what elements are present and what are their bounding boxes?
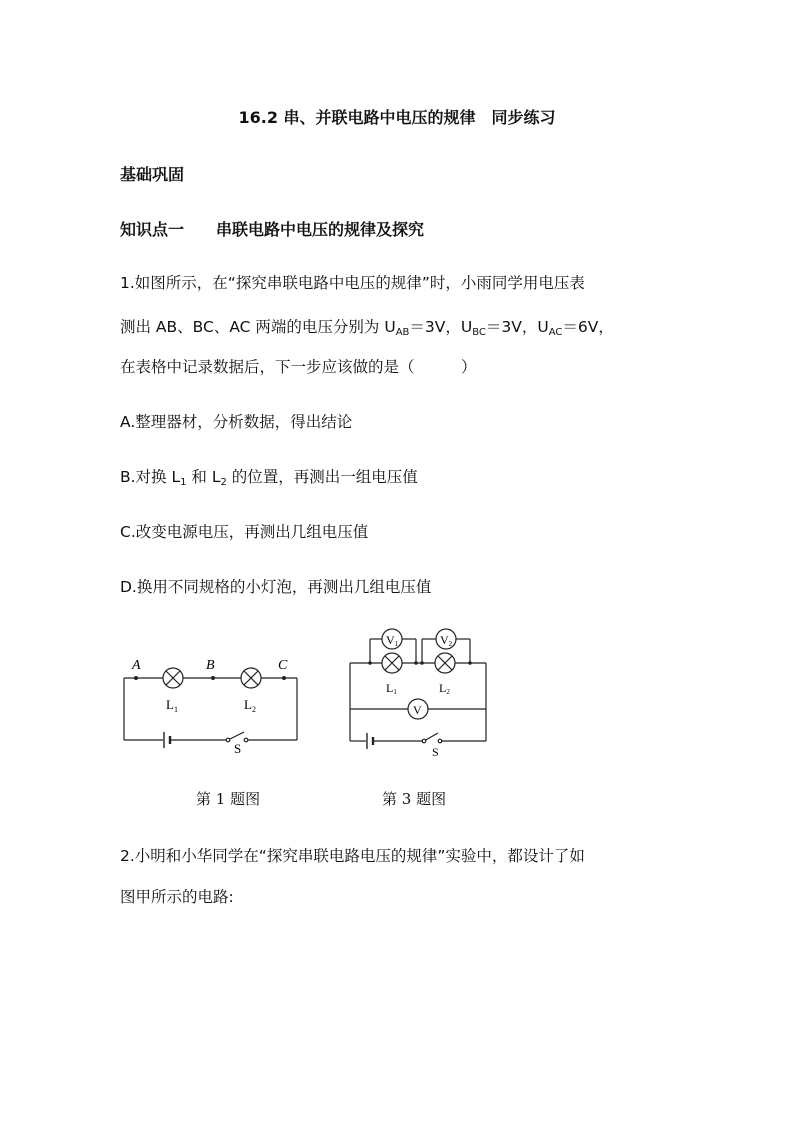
fig3-lamp1-sub: 1 [393,688,397,696]
battery-icon [164,732,170,748]
fig1-lamp2-sub: 2 [251,705,256,714]
fig3-lamp2-sub: 2 [446,688,450,696]
q1-eq-bc: ＝3V，U [485,318,549,336]
fig3-lamp2-letter: L [439,681,447,695]
q1-line2-text: 测出 AB、BC、AC 两端的电压分别为 U [120,318,396,336]
figure3-circuit [340,625,500,760]
lamp-l2-icon [435,653,455,673]
switch-icon [422,733,442,743]
fig3-v1-sub: 1 [394,640,399,648]
voltmeter-v1-icon [382,629,402,649]
q2-stem-line2: 图甲所示的电路: [120,888,234,906]
fig3-switch-label: S [432,745,439,759]
fig3-lamp1-label [386,681,397,696]
fig1-switch-label: S [234,741,242,756]
q1-sub-ac: AC [548,327,563,338]
fig3-junction-dot [368,661,372,665]
q1-sub-bc: BC [472,327,486,338]
fig1-lamp1-letter: L [166,697,174,712]
figure3-caption: 第 3 题图 [382,790,447,808]
fig3-lamp2-label [439,681,450,696]
q1-stem-line1: 1.如图所示，在“探究串联电路中电压的规律”时，小雨同学用电压表 [120,274,585,292]
fig3-v1-letter: V [386,633,395,647]
q1-eq-ac: ＝6V， [562,318,614,336]
q1-option-b [120,465,418,488]
fig3-v2-letter: V [440,633,449,647]
fig1-label-b: B [206,658,215,673]
fig3-v-label: V [413,703,422,717]
fig3-lamp1-letter: L [386,681,394,695]
fig1-label-a: A [132,658,141,673]
battery-icon [367,733,373,749]
fig1-lamp1-label [166,697,178,714]
voltmeter-v2-icon [436,629,456,649]
fig3-junction-dot [414,661,418,665]
knowledge-point-heading: 知识点一 串联电路中电压的规律及探究 [120,220,425,239]
fig3-junction-dot [468,661,472,665]
fig3-v2-sub: 2 [448,640,453,648]
lamp-l2-icon [241,668,261,688]
fig1-lamp2-letter: L [244,697,252,712]
q1-optb-mid: 和 L [186,468,221,486]
fig1-label-c: C [278,658,288,673]
q2-stem-line1: 2.小明和小华同学在“探究串联电路电压的规律”实验中，都设计了如 [120,847,585,865]
q1-optb-post: 的位置，再测出一组电压值 [226,468,418,486]
q1-option-d: D.换用不同规格的小灯泡，再测出几组电压值 [120,578,432,596]
junction-a-dot [134,676,138,680]
junction-c-dot [282,676,286,680]
q1-option-a: A.整理器材，分析数据，得出结论 [120,413,353,431]
q1-stem-line3: 在表格中记录数据后，下一步应该做的是（ ） [120,358,477,376]
q1-optb-sub1: 1 [180,477,187,488]
junction-b-dot [211,676,215,680]
voltmeter-total-icon [408,699,428,719]
section-heading: 基础巩固 [120,165,185,184]
figure1-caption: 第 1 题图 [196,790,261,808]
fig1-lamp1-sub: 1 [173,705,178,714]
lamp-l1-icon [382,653,402,673]
lamp-l1-icon [163,668,183,688]
q1-eq-ab: ＝3V，U [409,318,473,336]
figure1-circuit [110,650,320,760]
fig3-junction-dot [420,661,424,665]
q1-optb-sub2: 2 [220,477,227,488]
q1-stem-line2 [120,315,614,338]
page-title: 16.2 串、并联电路中电压的规律 同步练习 [238,108,556,127]
q1-optb-pre: B.对换 L [120,468,181,486]
fig1-lamp2-label [244,697,256,714]
q1-sub-ab: AB [395,327,410,338]
q1-option-c: C.改变电源电压，再测出几组电压值 [120,523,369,541]
